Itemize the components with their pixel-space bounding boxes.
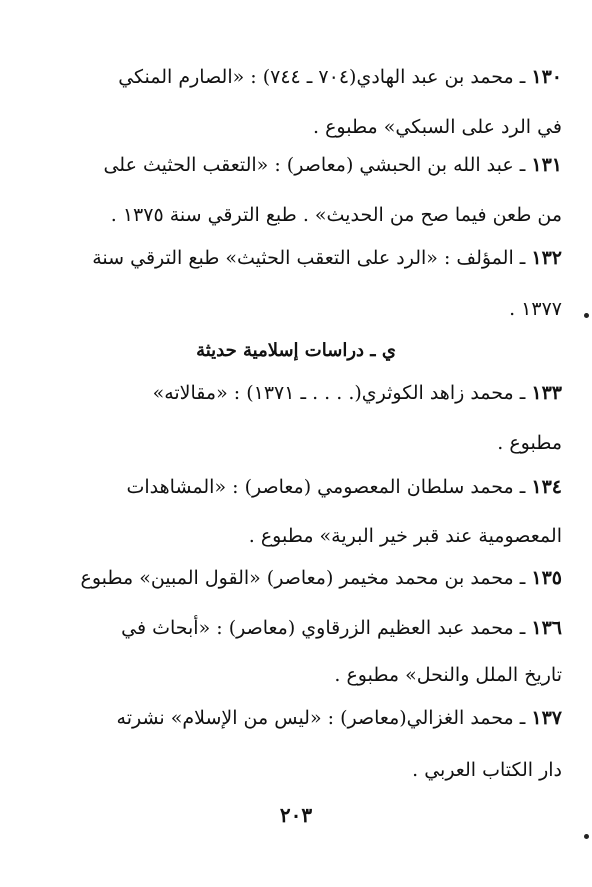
entry-text: ـ عبد الله بن الحبشي (معاصر) : «التعقب الحثيث على <box>103 154 532 176</box>
scan-speck <box>584 313 589 318</box>
entry-text: ـ محمد سلطان المعصومي (معاصر) : «المشاهدات <box>126 476 532 498</box>
entry-134-line-2: المعصومية عند قبر خير البرية» مطبوع . <box>248 525 562 547</box>
entry-136-line-2: تاريخ الملل والنحل» مطبوع . <box>334 664 562 686</box>
entry-text: ـ محمد زاهد الكوثري(. . . . ـ ١٣٧١) : «مقالاته» <box>152 382 532 404</box>
entry-number: ١٣٢ <box>531 247 562 269</box>
section-heading: ي ـ دراسات إسلامية حديثة <box>196 340 396 361</box>
entry-132-line-2: ١٣٧٧ . <box>509 298 562 320</box>
entry-132-line-1 <box>34 243 562 273</box>
entry-text: ـ محمد عبد العظيم الزرقاوي (معاصر) : «أبحاث في <box>121 617 532 639</box>
entry-137-line-1 <box>34 703 562 733</box>
entry-text: ـ المؤلف : «الرد على التعقب الحثيث» طبع الترقي سنة <box>92 247 532 269</box>
entry-130-line-2: في الرد على السبكي» مطبوع . <box>313 116 562 138</box>
entry-134-line-1 <box>34 472 562 502</box>
entry-number: ١٣٠ <box>531 66 562 88</box>
entry-number: ١٣٧ <box>531 707 562 729</box>
entry-137-line-2: دار الكتاب العربي . <box>412 759 562 781</box>
page-number: ٢٠٣ <box>279 803 313 827</box>
entry-number: ١٣٤ <box>531 476 562 498</box>
entry-number: ١٣٦ <box>531 617 562 639</box>
entry-133-line-1 <box>34 378 562 408</box>
scan-speck <box>584 834 589 839</box>
entry-130-line-1 <box>34 62 562 92</box>
entry-text: ـ محمد بن محمد مخيمر (معاصر) «القول المبين» مطبوع <box>80 567 532 589</box>
entry-number: ١٣٥ <box>531 567 562 589</box>
entry-131-line-1 <box>34 150 562 180</box>
entry-133-line-2: مطبوع . <box>497 432 562 454</box>
entry-135-line-1 <box>34 563 562 593</box>
entry-number: ١٣١ <box>531 154 562 176</box>
entry-131-line-2: من طعن فيما صح من الحديث» . طبع الترقي سنة ١٣٧٥ . <box>110 204 562 226</box>
entry-text: ـ محمد بن عبد الهادي(٧٠٤ ـ ٧٤٤) : «الصارم المنكي <box>118 66 532 88</box>
entry-text: ـ محمد الغزالي(معاصر) : «ليس من الإسلام» نشرته <box>116 707 532 729</box>
entry-number: ١٣٣ <box>531 382 562 404</box>
entry-136-line-1 <box>34 613 562 643</box>
